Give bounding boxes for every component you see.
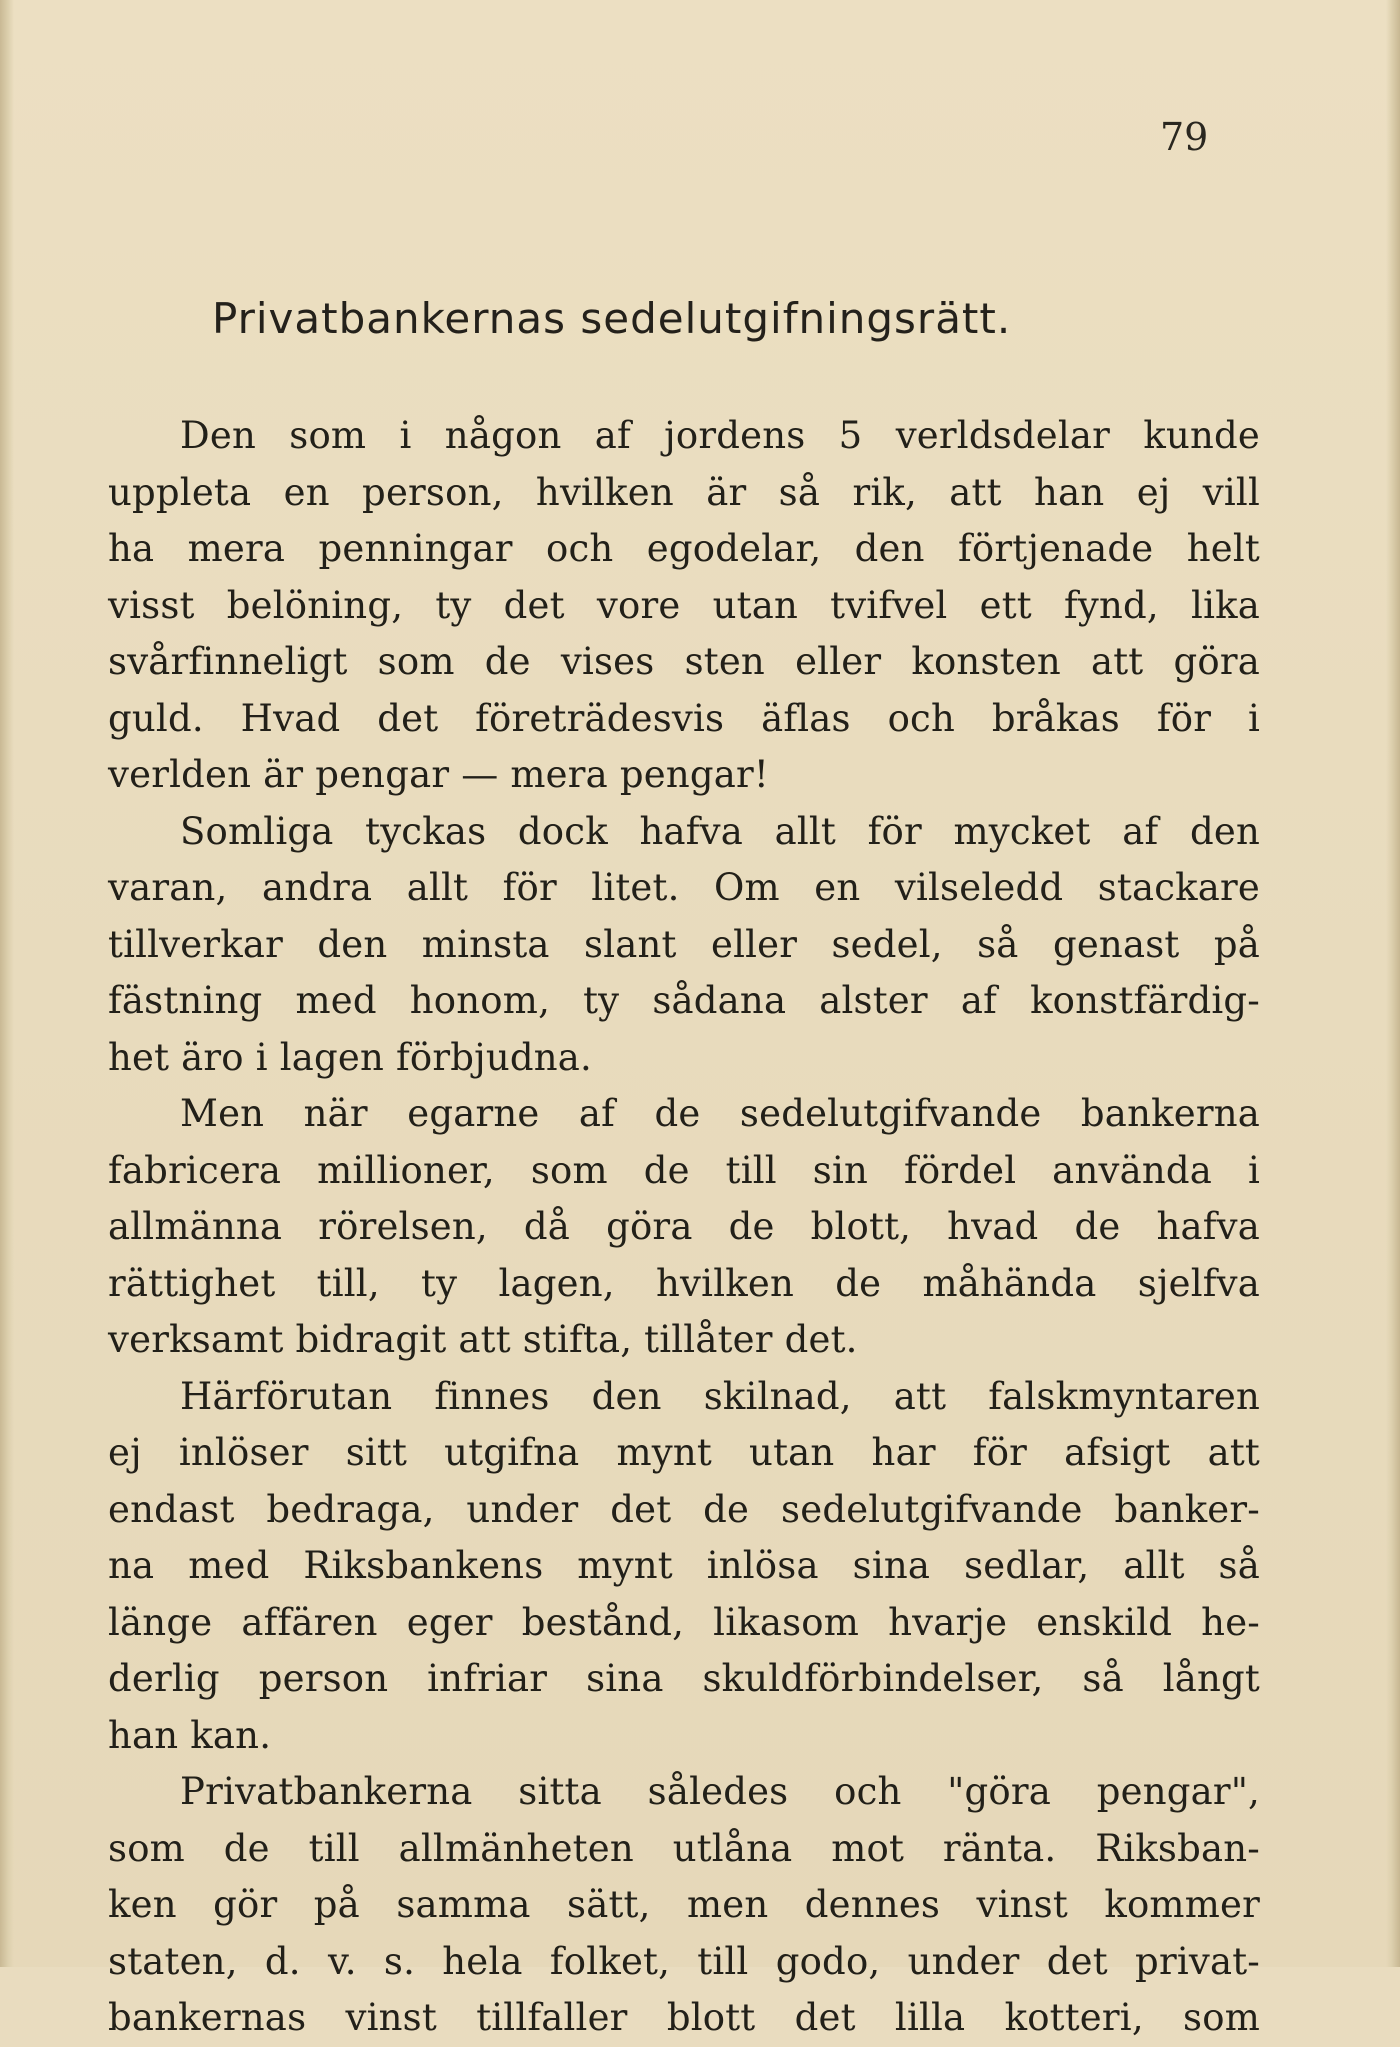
text-line: allmänna rörelsen, då göra de blott, hvad de hafva <box>108 1205 1260 1248</box>
page-right-edge <box>1386 0 1400 1967</box>
text-line: varan, andra allt för litet. Om en vilseledd stackare <box>108 866 1260 909</box>
text-line: het äro i lagen förbjudna. <box>108 1035 592 1079</box>
chapter-heading: Privatbankernas sedelutgifningsrätt. <box>212 294 1012 343</box>
text-line: som de till allmänheten utlåna mot ränta. Riksban- <box>108 1826 1260 1870</box>
page-number: 79 <box>1160 115 1209 159</box>
text-line: fästning med honom, ty sådana alster af konstfärdig- <box>108 979 1260 1022</box>
text-line: svårfinneligt som de vises sten eller konsten att göra <box>108 640 1260 683</box>
text-line: Men när egarne af de sedelutgifvande bankerna <box>180 1092 1260 1135</box>
text-line: endast bedraga, under det de sedelutgifvande banker- <box>108 1487 1260 1531</box>
text-line: länge affären eger bestånd, likasom hvarje enskild he- <box>108 1600 1260 1644</box>
text-line: Den som i någon af jordens 5 verldsdelar kunde <box>180 414 1260 457</box>
text-line: fabricera millioner, som de till sin fördel använda i <box>108 1148 1260 1192</box>
page-left-edge <box>0 0 14 1967</box>
body-text <box>108 408 1260 2047</box>
text-line: na med Riksbankens mynt inlösa sina sedlar, allt så <box>108 1544 1260 1587</box>
text-line: ha mera penningar och egodelar, den förtjenade helt <box>108 527 1260 570</box>
text-line: ken gör på samma sätt, men dennes vinst kommer <box>108 1883 1260 1926</box>
text-line: Härförutan finnes den skilnad, att falskmyntaren <box>180 1374 1260 1418</box>
text-line: bankernas vinst tillfaller blott det lilla kotteri, som <box>108 1996 1260 2039</box>
text-line: verlden är pengar — mera pengar! <box>108 753 769 796</box>
text-line: uppleta en person, hvilken är så rik, att han ej vill <box>108 470 1260 514</box>
text-line: Somliga tyckas dock hafva allt för mycket af den <box>180 809 1260 853</box>
text-line: staten, d. v. s. hela folket, till godo, under det privat- <box>108 1939 1260 1983</box>
text-line: rättighet till, ty lagen, hvilken de måhända sjelfva <box>108 1261 1260 1305</box>
text-line: verksamt bidragit att stifta, tillåter det. <box>108 1318 858 1361</box>
text-line: visst belöning, ty det vore utan tvifvel ett fynd, lika <box>108 583 1260 627</box>
text-line: guld. Hvad det företrädesvis äflas och bråkas för i <box>108 696 1260 740</box>
text-line: han kan. <box>108 1713 272 1757</box>
text-line: derlig person infriar sina skuldförbindelser, så långt <box>108 1657 1260 1700</box>
text-line: ej inlöser sitt utgifna mynt utan har för afsigt att <box>108 1431 1260 1474</box>
text-line: Privatbankerna sitta således och "göra pengar", <box>180 1770 1260 1813</box>
text-line: tillverkar den minsta slant eller sedel, så genast på <box>108 922 1260 966</box>
